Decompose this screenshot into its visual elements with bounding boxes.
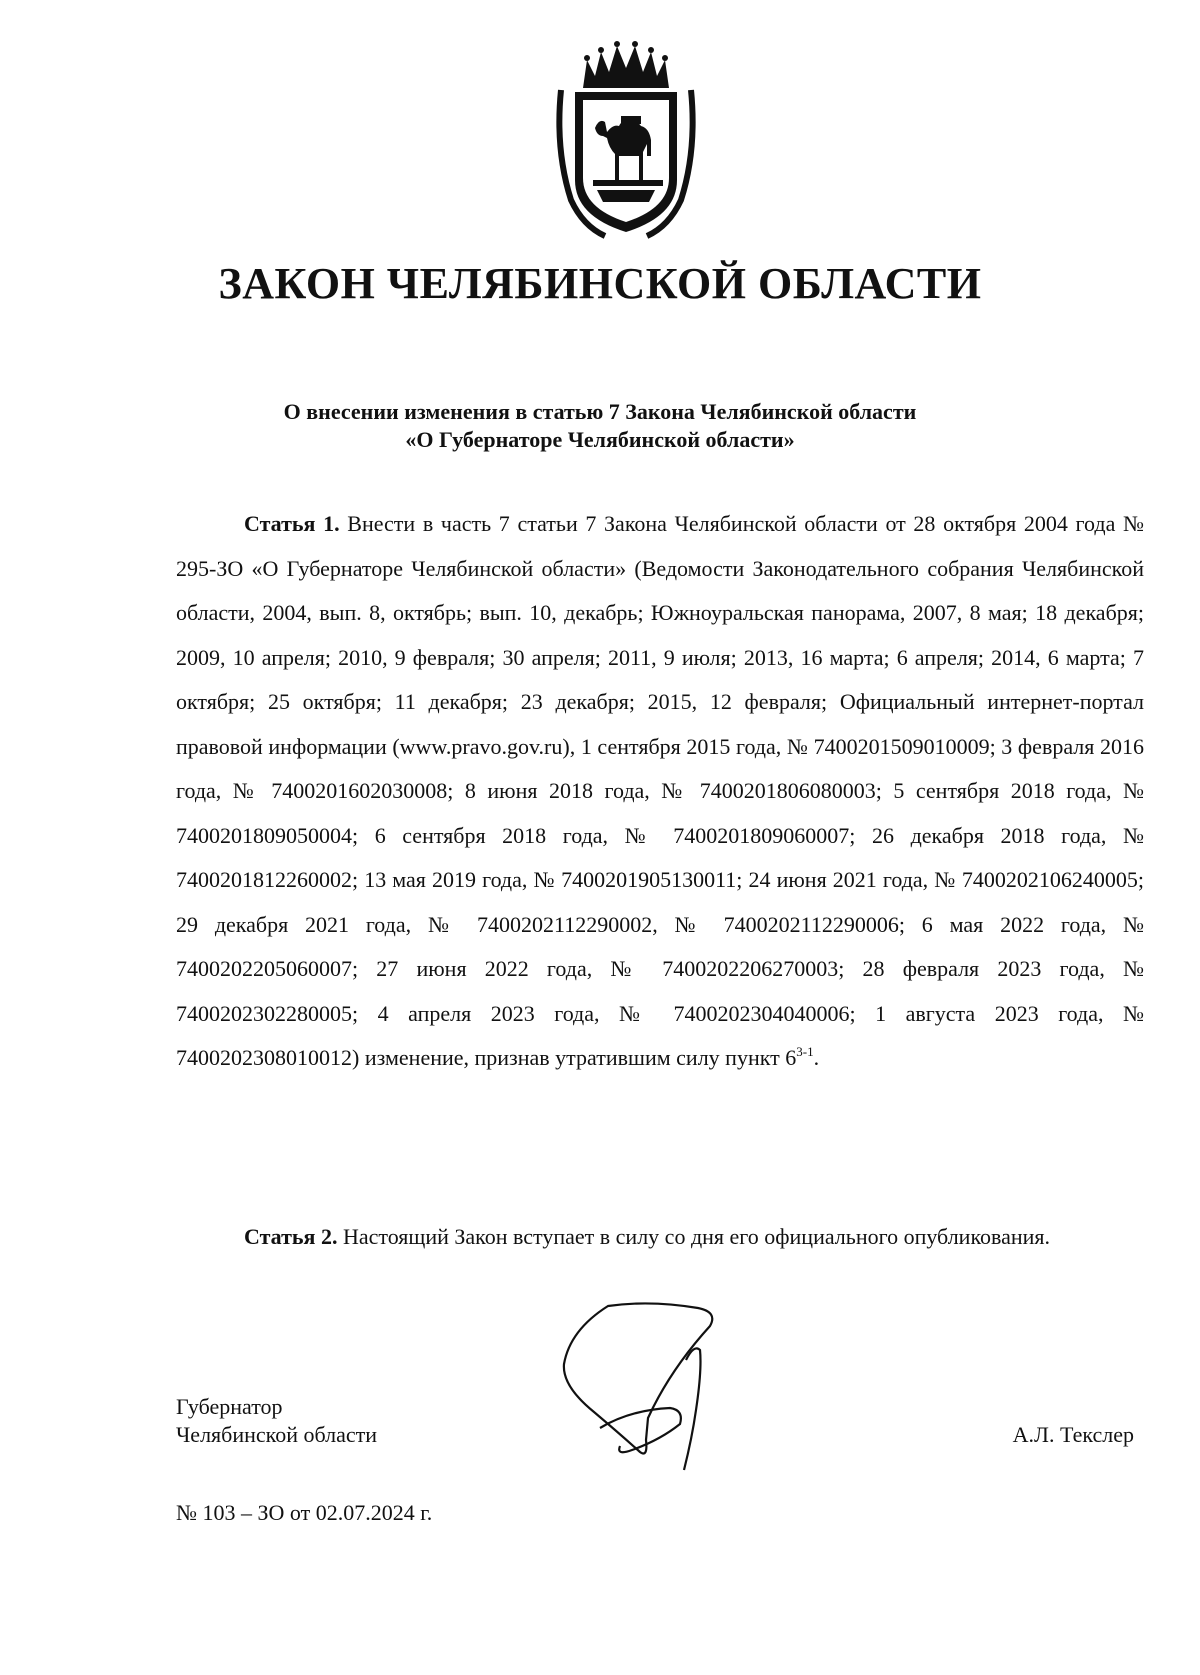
article-2-label: Статья 2. — [244, 1224, 338, 1249]
subtitle-line-1: О внесении изменения в статью 7 Закона Челябинской области — [283, 399, 917, 424]
document-subtitle — [0, 398, 1200, 454]
law-number: № 103 – ЗО от 02.07.2024 г. — [176, 1500, 433, 1525]
handwritten-signature — [560, 1300, 760, 1480]
article-1 — [176, 502, 1144, 1081]
subtitle-line-2: «О Губернаторе Челябинской области» — [405, 427, 795, 452]
signatory-name: А.Л. Текслер — [1012, 1422, 1134, 1447]
article-1-label: Статья 1. — [244, 511, 340, 536]
crown-icon — [583, 41, 669, 88]
document-title: ЗАКОН ЧЕЛЯБИНСКОЙ ОБЛАСТИ — [218, 259, 982, 308]
article-1-text: Внести в часть 7 статьи 7 Закона Челябинской области от 28 октября 2004 года № 295-ЗО «О Губернаторе Челябинской области» (Ведомости Законодательного собрания Челябинской области, 2004, вып. 8, октябрь; вып. 10, декабрь; Южноуральская панорама, 2007, 8 мая; 18 декабря; 2009, 10 апреля; 2010, 9 февраля; 30 апреля; 2011, 9 июля; 2013, 16 марта; 6 апреля; 2014, 6 марта; 7 октября; 25 октября; 11 декабря; 23 декабря; 2015, 12 февраля; Официальный интернет-портал правовой информации (www.pravo.gov.ru), 1 сентября 2015 года, № 7400201509010009; 3 февраля 2016 года, № 7400201602030008; 8 июня 2018 года, № 7400201806080003; 5 сентября 2018 года, № 7400201809050004; 6 сентября 2018 года, № 7400201809060007; 26 декабря 2018 года, № 7400201812260002; 13 мая 2019 года, № 7400201905130011; 24 июня 2021 года, № 7400202106240005; 29 декабря 2021 года, № 7400202112290002, № 7400202112290006; 6 мая 2022 года, № 7400202205060007; 27 июня 2022 года, № 7400202206270003; 28 февраля 2023 года, № 7400202302280005; 4 апреля 2023 года, № 7400202304040006; 1 августа 2023 года, № 7400202308010012) изменение, признав утратившим силу пункт 6 — [176, 511, 1145, 1070]
signatory-position-line-2: Челябинской области — [176, 1422, 378, 1447]
article-2 — [176, 1215, 1144, 1260]
article-2-text: Настоящий Закон вступает в силу со дня его официального опубликования. — [342, 1224, 1051, 1249]
signatory-position-line-1: Губернатор — [176, 1394, 283, 1419]
article-1-end: . — [813, 1045, 820, 1070]
article-1-superscript: 3-1 — [796, 1044, 814, 1059]
coat-of-arms-emblem — [553, 40, 699, 240]
